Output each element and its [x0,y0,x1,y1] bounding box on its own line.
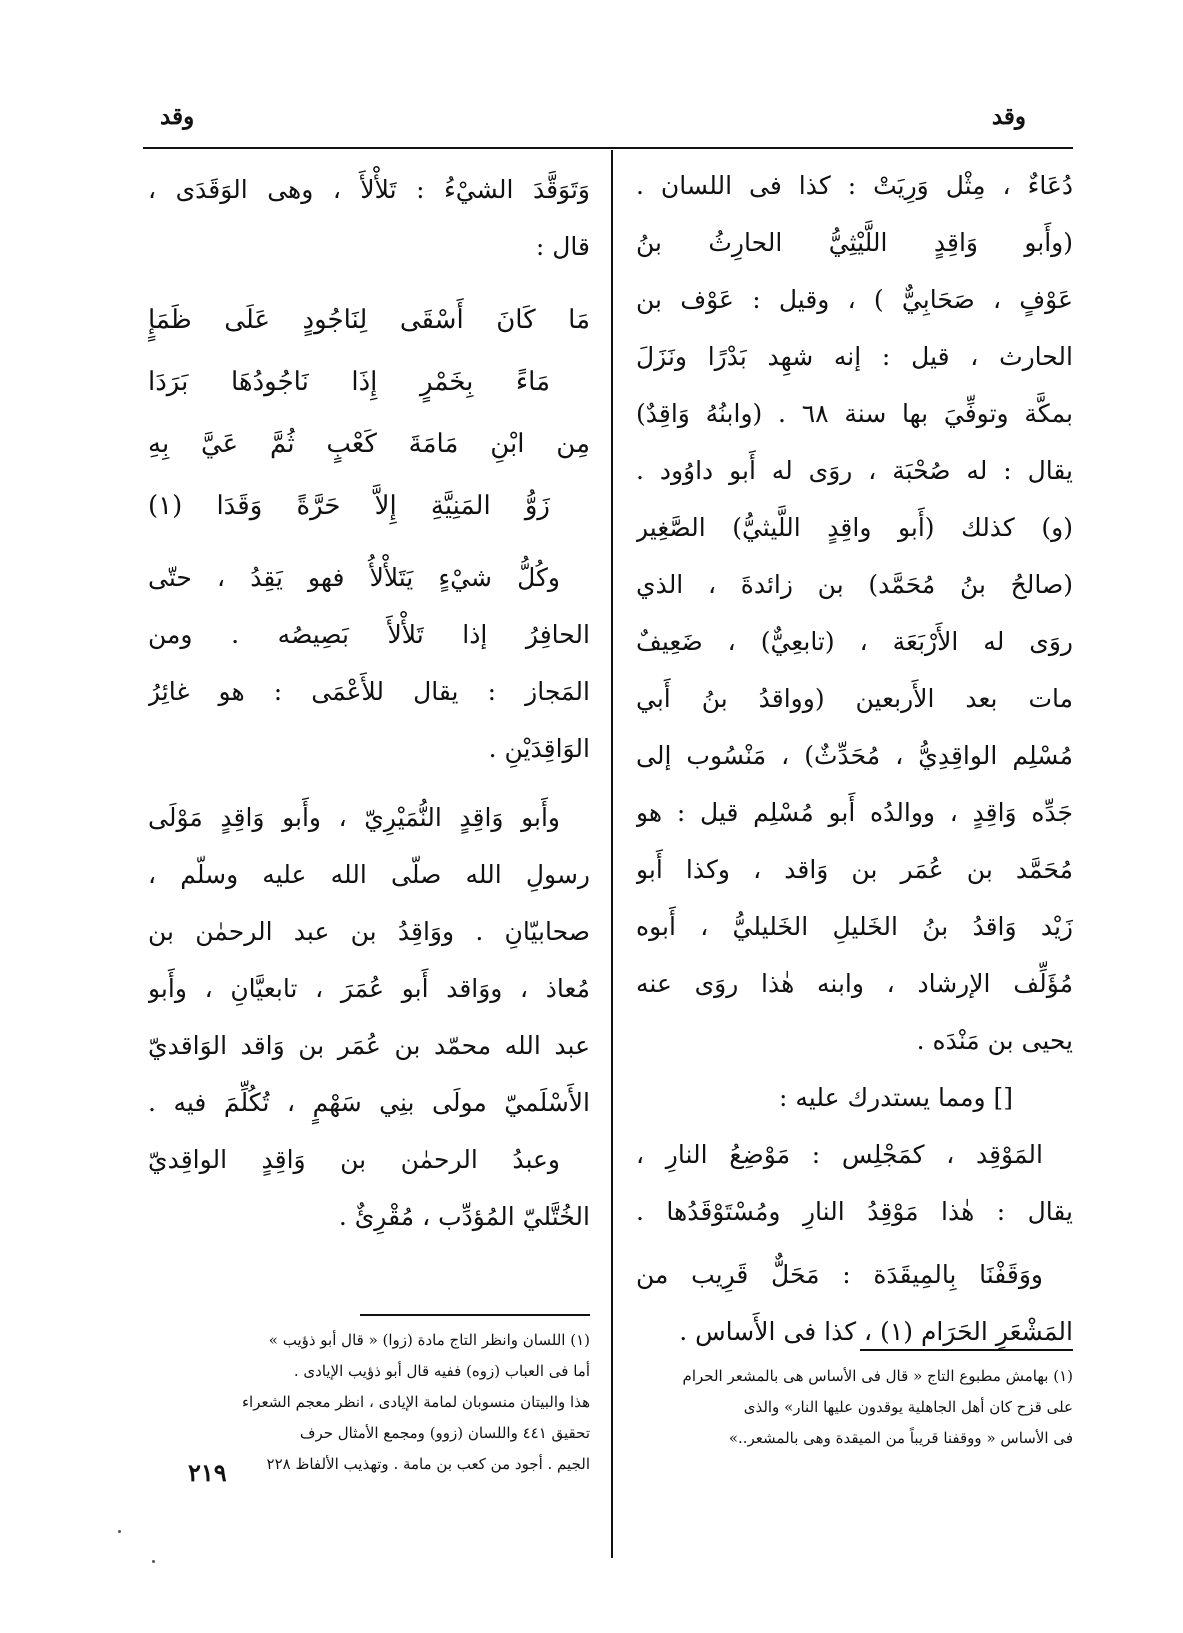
text-line: (صالحُ بنُ مُحَمَّد) بن زائدةَ ، الذي [636,570,1073,599]
left-column [148,161,590,1245]
text-line: دُعَاءٌ ، مِثْل وَرِيَتْ : كذا فى اللسان . [636,171,1073,200]
poem-verses [148,289,590,537]
running-head-left: وقد [160,103,195,130]
text-line: الحافِرُ إذا تَلأْلأَ بَصِيصُه . ومن [148,620,590,649]
footnote-line: الجيم . أجود من كعب بن مامة . وتهذيب الألفاظ ٢٢٨ [266,1455,590,1473]
footnote-line: هذا والبيتان منسوبان لمامة الإيادى ، انظر معجم الشعراء [241,1393,590,1411]
entry-paragraph [636,1246,1073,1360]
text-line: يحيى بن مَنْدَه . [916,1026,1073,1055]
entry-paragraph [148,161,590,275]
text-line: عبد الله محمّد بن عُمَر بن وَاقد الوَاقديّ [148,1031,590,1060]
text-line: مات بعد الأَربعين (وواقدُ بنُ أَبي [636,684,1073,713]
text-line: يقال : له صُحْبَة ، روَى له أَبو داوُود . [636,456,1073,485]
text-line: وَتَوَقَّدَ الشيْءُ : تَلأْلأَ ، وهى الوَقَدَى ، [148,175,590,204]
text-line: وكُلُّ شيْءٍ يَتَلأْلأُ فهو يَقِدُ ، حتّى [148,563,560,592]
footnote-left [148,1325,590,1480]
entry-paragraph [148,789,590,1245]
header-rule [143,147,1073,149]
entry-paragraph [636,157,1073,1069]
text-line: الحارث ، قيل : إنه شهِد بَدْرًا ونَزَلَ [636,342,1073,371]
column-divider [611,150,613,1558]
addenda-heading: [] ومما يستدرك عليه : [779,1083,1013,1112]
text-line: المَجاز : يقال للأَعْمَى : هو غائِرُ [148,677,590,706]
footnote-line: (١) بهامش مطبوع التاج « قال فى الأساس هى بالمشعر الحرام [682,1367,1073,1385]
verse-line: زَوُّ المَنِيَّةِ إِلاَّ حَرَّةً وَقَدَا (١) [148,491,550,521]
right-column [636,157,1073,1360]
text-line: مُسْلِم الواقِدِيُّ ، مُحَدِّثٌ) ، مَنْسُوب إلى [636,741,1073,770]
running-head-right: وقد [991,103,1026,130]
text-line: الخُتَّليّ المُؤدِّب ، مُقْرِئٌ . [338,1202,590,1231]
text-line: الوَاقِدَيْنِ . [488,734,590,763]
verse-line: مَاءً بِخَمْرٍ إِذَا نَاجُودُهَا بَرَدَا [148,367,550,397]
text-line: (و) كذلك (أَبو واقِدٍ اللَّيثيُّ) الصَّغِير [636,513,1073,542]
text-line: (وأَبو وَاقِدٍ اللَّيْثِيُّ الحارِثُ بنُ [636,228,1073,257]
text-line: يقال : هٰذا مَوْقِدُ النارِ ومُسْتَوْقَدُها . [636,1197,1073,1226]
page-number: ٢١٩ [188,1458,227,1487]
text-line: مُؤَلِّف الإرشاد ، وابنه هٰذا روَى عنه [636,969,1073,998]
text-line: صحابيّانِ . ووَاقِدُ بن عبد الرحمٰن بن [148,917,590,946]
footnote-line: فى الأساس « ووقفنا قريباً من الميقدة وهى بالمشعر..» [728,1429,1073,1447]
text-line: بمكَّة وتوفِّيَ بها سنة ٦٨ . (وابنُهُ وَاقِدٌ) [636,399,1073,428]
scan-speck [152,1560,155,1563]
footnote-line: تحقيق ٤٤١ واللسان (زوو) ومجمع الأمثال حرف [299,1424,590,1442]
text-line: عَوْفٍ ، صَحَابِيٌّ ) ، وقيل : عَوْف بن [636,285,1073,314]
text-line: وأَبو وَاقِدٍ النُّمَيْرِيّ ، وأَبو وَاقِدٍ مَوْلَى [148,803,560,832]
footnote-rule-left [360,1314,590,1316]
text-line: روَى له الأَرْبَعَة ، (تابعِيٌّ) ، ضَعِيفٌ [636,627,1073,656]
text-line: وعبدُ الرحمٰن بن وَاقِدٍ الواقِديّ [148,1145,560,1174]
entry-paragraph [148,549,590,777]
verse-line: مَا كَانَ أَسْقَى لِنَاجُودٍ عَلَى ظَمَإٍ [148,305,590,335]
subsection-heading [636,1069,1073,1126]
scan-speck [118,1530,121,1533]
entry-paragraph [636,1126,1073,1240]
text-line: ووَقَفْنَا بِالمِيقَدَة : مَحَلٌّ قَرِيب من [636,1260,1043,1289]
text-line: قال : [535,232,590,261]
footnote-line: (١) اللسان وانظر التاج مادة (زوا) « قال أبو ذؤيب » [268,1331,590,1349]
footnote-line: أما فى العباب (زوه) ففيه قال أبو ذؤيب الإيادى . [293,1362,590,1380]
text-line: المَشْعَرِ الحَرَام (١) ، كذا فى الأَساس . [679,1317,1073,1346]
text-line: المَوْقِد ، كمَجْلِس : مَوْضِعُ النارِ ، [636,1140,1043,1169]
footnote-line: على قزح كان أهل الجاهلية يوقدون عليها النار» والذى [743,1398,1073,1416]
footnote-rule-right [860,1349,1073,1351]
text-line: زَيْد وَاقدُ بنُ الخَليلِ الخَليليُّ ، أَبوه [636,912,1073,941]
text-line: مُعاذ ، ووَاقد أَبو عُمَرَ ، تابعيَّانِ ، وأَبو [148,974,590,1003]
text-line: الأَسْلَميّ مولَى بنِي سَهْمٍ ، تُكُلِّمَ فيه . [148,1088,590,1117]
footnote-right [636,1361,1073,1454]
verse-line: مِن ابْنِ مَامَةَ كَعْبٍ ثُمَّ عَيَّ بِهِ [148,429,590,459]
text-line: جَدِّه وَاقِدٍ ، ووالدُه أَبو مُسْلِم قيل : هو [636,798,1073,827]
text-line: مُحَمَّد بن عُمَر بن وَاقد ، وكذا أَبو [636,855,1073,884]
text-line: رسولِ الله صلّى الله عليه وسلّم ، [148,860,590,889]
